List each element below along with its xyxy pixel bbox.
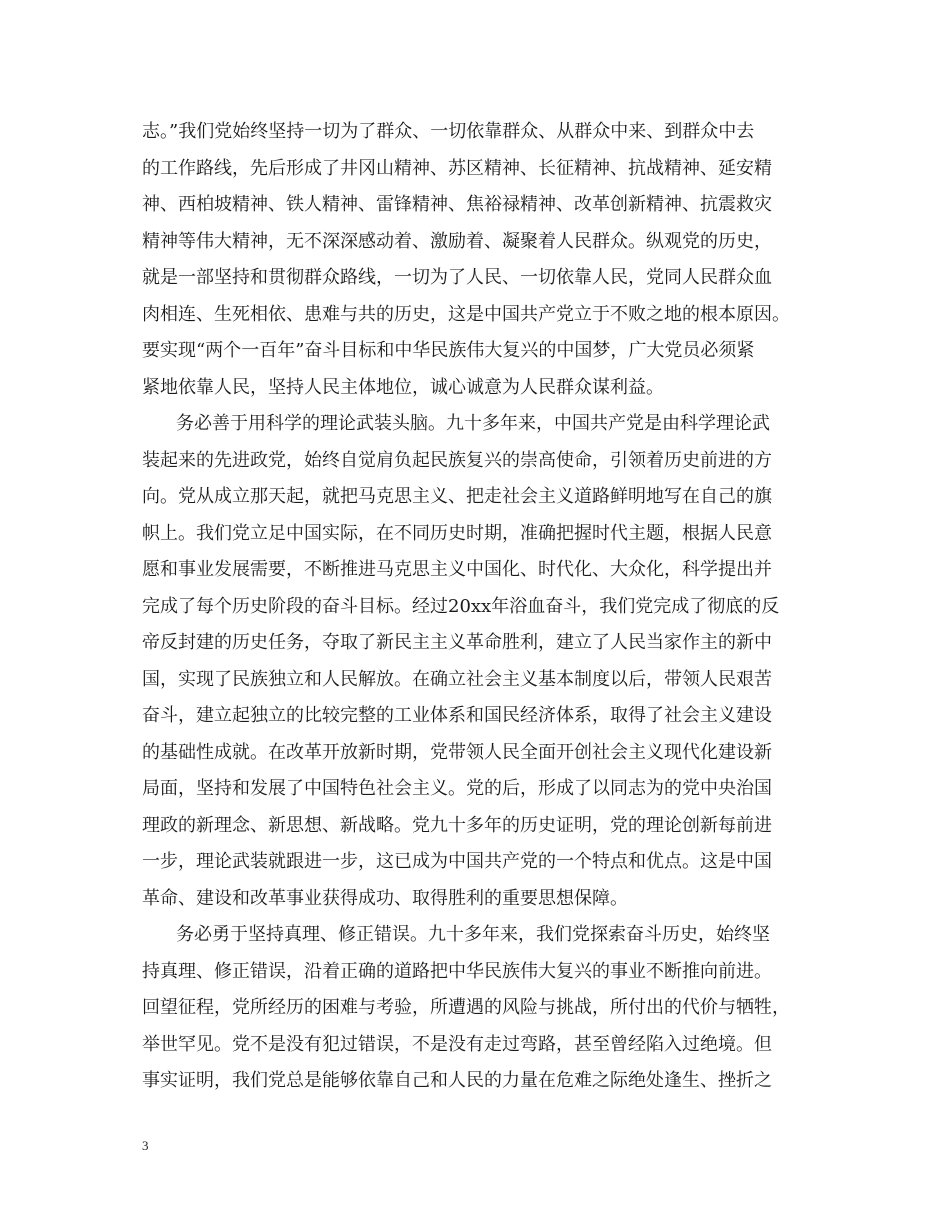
- page-number: 3: [142, 1138, 149, 1153]
- text-line: 完成了每个历史阶段的奋斗目标。经过20xx年浴血奋斗，我们党完成了彻底的反: [142, 595, 780, 617]
- paragraph-start-line: 务必勇于坚持真理、修正错误。九十多年来，我们党探索奋斗历史，始终坚: [176, 924, 770, 945]
- text-line: 神、西柏坡精神、铁人精神、雷锋精神、焦裕禄精神、改革创新精神、抗震救灾: [142, 194, 772, 215]
- text-line: 紧地依靠人民，坚持人民主体地位，诚心诚意为人民群众谋利益。: [142, 376, 664, 398]
- text-line: 要实现“两个一百年”奋斗目标和中华民族伟大复兴的中国梦，广大党员必须紧: [142, 340, 755, 361]
- text-line: 局面，坚持和发展了中国特色社会主义。党的后，形成了以同志为的党中央治国: [142, 778, 772, 799]
- text-line: 的基础性成就。在改革开放新时期，党带领人民全面开创社会主义现代化建设新: [142, 741, 772, 763]
- text-line: 举世罕见。党不是没有犯过错误，不是没有走过弯路，甚至曾经陷入过绝境。但: [142, 1033, 772, 1055]
- text-line: 帜上。我们党立足中国实际，在不同历史时期，准确把握时代主题，根据人民意: [142, 522, 772, 544]
- text-line: 肉相连、生死相依、患难与共的历史，这是中国共产党立于不败之地的根本原因。: [142, 303, 790, 325]
- text-line: 精神等伟大精神，无不深深感动着、激励着、凝聚着人民群众。纵观党的历史，: [142, 230, 772, 252]
- text-line: 奋斗，建立起独立的比较完整的工业体系和国民经济体系，取得了社会主义建设: [142, 705, 772, 726]
- text-line: 回望征程，党所经历的困难与考验，所遭遇的风险与挑战，所付出的代价与牺牲，: [142, 997, 790, 1018]
- text-line: 国，实现了民族独立和人民解放。在确立社会主义基本制度以后，带领人民艰苦: [142, 668, 772, 690]
- text-line: 一步，理论武装就跟进一步，这已成为中国共产党的一个特点和优点。这是中国: [142, 851, 772, 872]
- text-line: 装起来的先进政党，始终自觉肩负起民族复兴的崇高使命，引领着历史前进的方: [142, 449, 772, 471]
- text-line: 就是一部坚持和贯彻群众路线，一切为了人民、一切依靠人民，党同人民群众血: [142, 267, 772, 288]
- text-line: 向。党从成立那天起，就把马克思主义、把走社会主义道路鲜明地写在自己的旗: [142, 486, 772, 507]
- text-line: 革命、建设和改革事业获得成功、取得胜利的重要思想保障。: [142, 887, 628, 909]
- text-line: 志。”我们党始终坚持一切为了群众、一切依靠群众、从群众中来、到群众中去: [142, 121, 755, 142]
- paragraph-start-line: 务必善于用科学的理论武装头脑。九十多年来，中国共产党是由科学理论武: [176, 413, 770, 434]
- text-line: 持真理、修正错误，沿着正确的道路把中华民族伟大复兴的事业不断推向前进。: [142, 960, 772, 982]
- text-line: 的工作路线，先后形成了井冈山精神、苏区精神、长征精神、抗战精神、延安精: [142, 157, 772, 179]
- text-line: 事实证明，我们党总是能够依靠自己和人民的力量在危难之际绝处逢生、挫折之: [142, 1070, 772, 1091]
- text-line: 愿和事业发展需要，不断推进马克思主义中国化、时代化、大众化，科学提出并: [142, 559, 772, 580]
- text-line: 帝反封建的历史任务，夺取了新民主主义革命胜利，建立了人民当家作主的新中: [142, 632, 772, 653]
- text-line: 理政的新理念、新思想、新战略。党九十多年的历史证明，党的理论创新每前进: [142, 814, 772, 836]
- document-body: [142, 114, 808, 1100]
